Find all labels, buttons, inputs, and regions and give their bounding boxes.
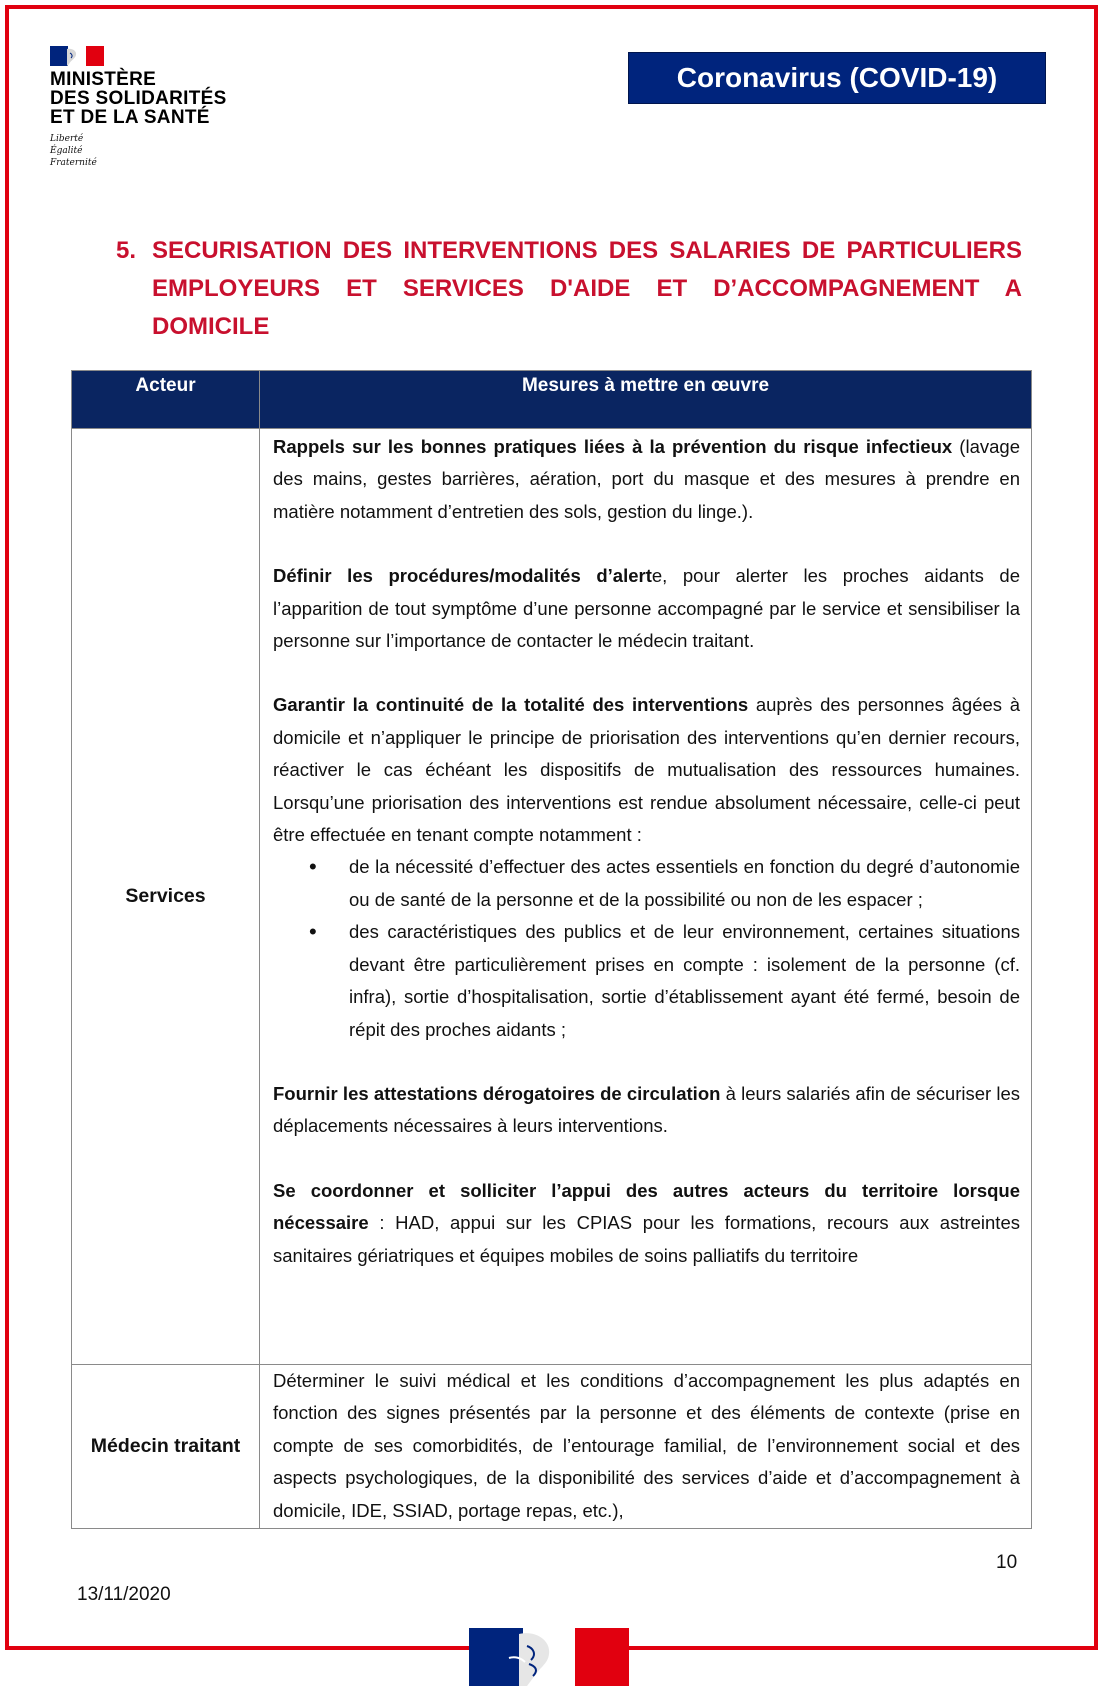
- measure-text: e, pour alerter les proches aidants de l’apparition de tout symptôme d’une personne accompagné par le service et sensibiliser la personne sur l’importance de contacter le médecin traitant.: [273, 565, 1020, 652]
- actor-services: Services: [72, 429, 260, 1365]
- ministry-line-1: MINISTÈRE: [50, 69, 157, 90]
- services-measures: [260, 429, 1032, 1365]
- list-item: • de la nécessité d’effectuer des actes essentiels en fonction du degré d’autonomie ou de santé de la personne et de la possibilité ou non de les espacer ;: [349, 851, 1020, 916]
- measure-bold: Définir les procédures/modalités d’alert: [273, 565, 652, 587]
- measure-bold: Fournir les attestations dérogatoires de circulation: [273, 1082, 721, 1104]
- ministry-name: [50, 70, 227, 127]
- page-number: 10: [996, 1552, 1018, 1573]
- table-row: [72, 1365, 1032, 1529]
- motto-line-3: Fraternité: [50, 158, 97, 168]
- measure-text: : HAD, appui sur les CPIAS pour les formations, recours aux astreintes sanitaires gériatriques et équipes mobiles de soins palliatifs du territoire: [273, 1212, 1020, 1266]
- marianne-footer-icon: [469, 1628, 629, 1686]
- measure-text: auprès des personnes âgées à domicile et n’appliquer le principe de priorisation des interventions qu’en dernier recours, réactiver le cas échéant les dispositifs de mutualisation des ressources humaines. Lorsqu’une priorisation des interventions est rendue absolument nécessaire, celle-ci peut être effectuée en tenant compte notamment :: [273, 694, 1021, 846]
- measure-bold: Se coordonner et solliciter l’appui des autres acteurs du territoire lorsque nécessaire: [273, 1179, 1020, 1234]
- measure-bold: Rappels sur les bonnes pratiques liées à la prévention du risque infectieux: [273, 436, 953, 457]
- section-title: [116, 232, 1022, 346]
- actor-medecin: Médecin traitant: [72, 1365, 260, 1529]
- measure-text: Déterminer le suivi médical et les conditions d’accompagnement les plus adaptés en fonction des signes présentés par la personne et des éléments de contexte (prise en compte de ses comorbidités, de l’entourage familial, de l’environnement social et des aspects psychologiques, de la disponibilité des services d’aide et d’accompagnement à domicile, IDE, SSIAD, portage repas, etc.),: [273, 1370, 1020, 1521]
- list-item: • des caractéristiques des publics et de leur environnement, certaines situations devant être particulièrement prises en compte : isolement de la personne (cf. infra), sortie d’hospitalisation, sortie d’établissement ayant été fermé, besoin de répit des proches aidants ;: [349, 916, 1020, 1046]
- measure-paragraph: [273, 1175, 1020, 1272]
- measures-table: [71, 370, 1032, 1529]
- measure-text: (lavage des mains, gestes barrières, aération, port du masque et des mesures à prendre en matière notamment d’entretien des sols, gestion du linge.).: [273, 436, 1020, 522]
- motto-line-1: Liberté: [50, 134, 84, 144]
- ministry-line-3: ET DE LA SANTÉ: [50, 107, 210, 128]
- measure-paragraph: [273, 689, 1020, 851]
- header-measures: Mesures à mettre en œuvre: [260, 371, 1032, 429]
- measure-paragraph: [273, 1078, 1020, 1143]
- header-actor: Acteur: [72, 371, 260, 429]
- covid-banner: Coronavirus (COVID-19): [628, 52, 1046, 104]
- document-date: 13/11/2020: [77, 1584, 171, 1605]
- motto-line-2: Égalité: [50, 146, 83, 156]
- republic-motto: [50, 133, 227, 169]
- section-title-text: SECURISATION DES INTERVENTIONS DES SALARIES DE PARTICULIERS EMPLOYEURS ET SERVICES D'AIDE ET D’ACCOMPAGNEMENT A DOMICILE: [152, 237, 1022, 340]
- medecin-measures: [260, 1365, 1032, 1529]
- ministry-logo: [50, 46, 227, 169]
- marianne-flag-icon: [50, 46, 104, 66]
- ministry-line-2: DES SOLIDARITÉS: [50, 88, 227, 109]
- measure-paragraph: [273, 431, 1020, 528]
- table-header-row: [72, 371, 1032, 429]
- measure-bold: Garantir la continuité de la totalité des interventions: [273, 694, 749, 716]
- table-row: [72, 429, 1032, 1365]
- bullet-list: [273, 851, 1020, 1045]
- measure-text: à leurs salariés afin de sécuriser les déplacements nécessaires à leurs interventions.: [273, 1082, 1020, 1137]
- measure-paragraph: [273, 560, 1020, 657]
- section-number: 5.: [116, 237, 137, 264]
